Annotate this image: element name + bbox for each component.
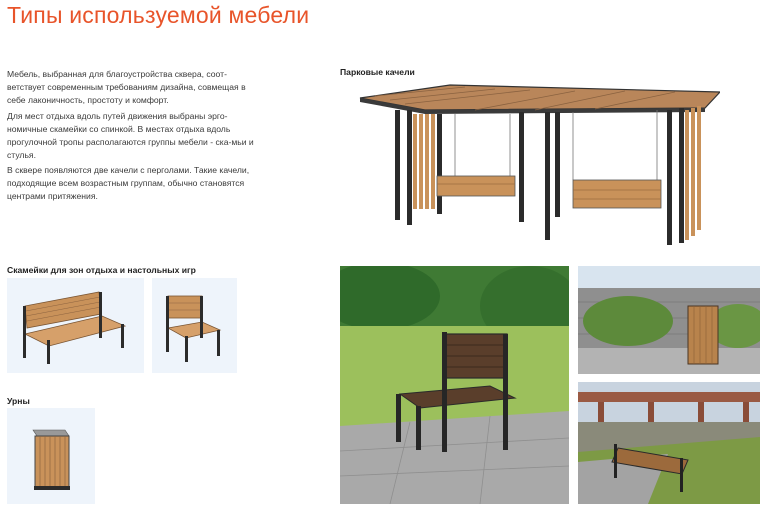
pergola-swing-image [355, 80, 720, 250]
page-title: Типы используемой мебели [7, 2, 310, 28]
intro-paragraph-1: Мебель, выбранная для благоустройства сквера, соот-ветствует современным требованиям дизайна, совмещая в себе лаконичность, простоту и комфорт. [7, 69, 246, 105]
litter-bin-image [7, 408, 95, 504]
chair-image [152, 278, 237, 373]
intro-paragraph-2: Для мест отдыха вдоль путей движения выбраны эрго-номичные скамейки со спинкой. В местах отдыха вдоль прогулочной тропы располагаются группы мебели - ска-мьи и стулья. [7, 111, 254, 160]
swings-label: Парковые качели [340, 67, 415, 77]
benches-label: Скамейки для зон отдыха и настольных игр [7, 265, 196, 275]
bench-with-backrest-image [7, 278, 144, 373]
park-chair-photo [340, 266, 569, 504]
gabion-bin-photo [578, 266, 760, 374]
bins-label: Урны [7, 396, 30, 406]
bridge-bench-photo [578, 382, 760, 504]
intro-paragraph-3: В сквере появляются две качели с перголами. Такие качели, подходящие всем возрастным группам, обычно становятся центрами притяжения. [7, 165, 250, 201]
